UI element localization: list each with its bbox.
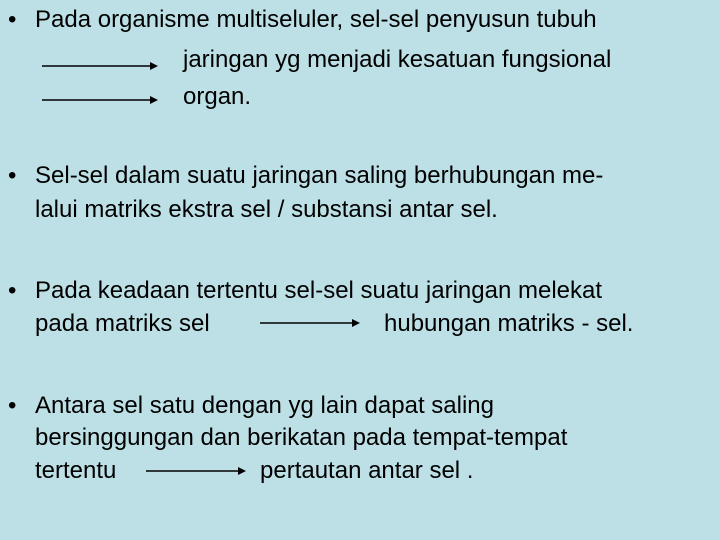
item-2-line-2: lalui matriks ekstra sel / substansi antar sel. <box>35 196 498 223</box>
arrow-right-icon <box>144 465 248 477</box>
item-4-line-4: pertautan antar sel . <box>260 457 474 484</box>
bullet-3: • <box>8 277 17 304</box>
item-4-line-3: tertentu <box>35 457 117 484</box>
item-1-line-3: organ. <box>183 83 252 110</box>
item-3-line-2: pada matriks sel <box>35 310 210 337</box>
item-1-line-1: Pada organisme multiseluler, sel-sel penyusun tubuh <box>35 6 597 33</box>
item-2-line-1: Sel-sel dalam suatu jaringan saling berhubungan me- <box>35 162 604 189</box>
bullet-2: • <box>8 162 17 189</box>
arrow-right-icon <box>258 317 362 329</box>
arrow-right-icon <box>40 94 160 106</box>
item-1-line-2: jaringan yg menjadi kesatuan fungsional <box>183 46 612 73</box>
item-3-line-3: hubungan matriks - sel. <box>384 310 634 337</box>
item-4-line-2: bersinggungan dan berikatan pada tempat-tempat <box>35 424 568 451</box>
bullet-4: • <box>8 392 17 419</box>
item-4-line-1: Antara sel satu dengan yg lain dapat saling <box>35 392 494 419</box>
item-3-line-1: Pada keadaan tertentu sel-sel suatu jaringan melekat <box>35 277 603 304</box>
arrow-right-icon <box>40 60 160 72</box>
bullet-1: • <box>8 6 17 33</box>
